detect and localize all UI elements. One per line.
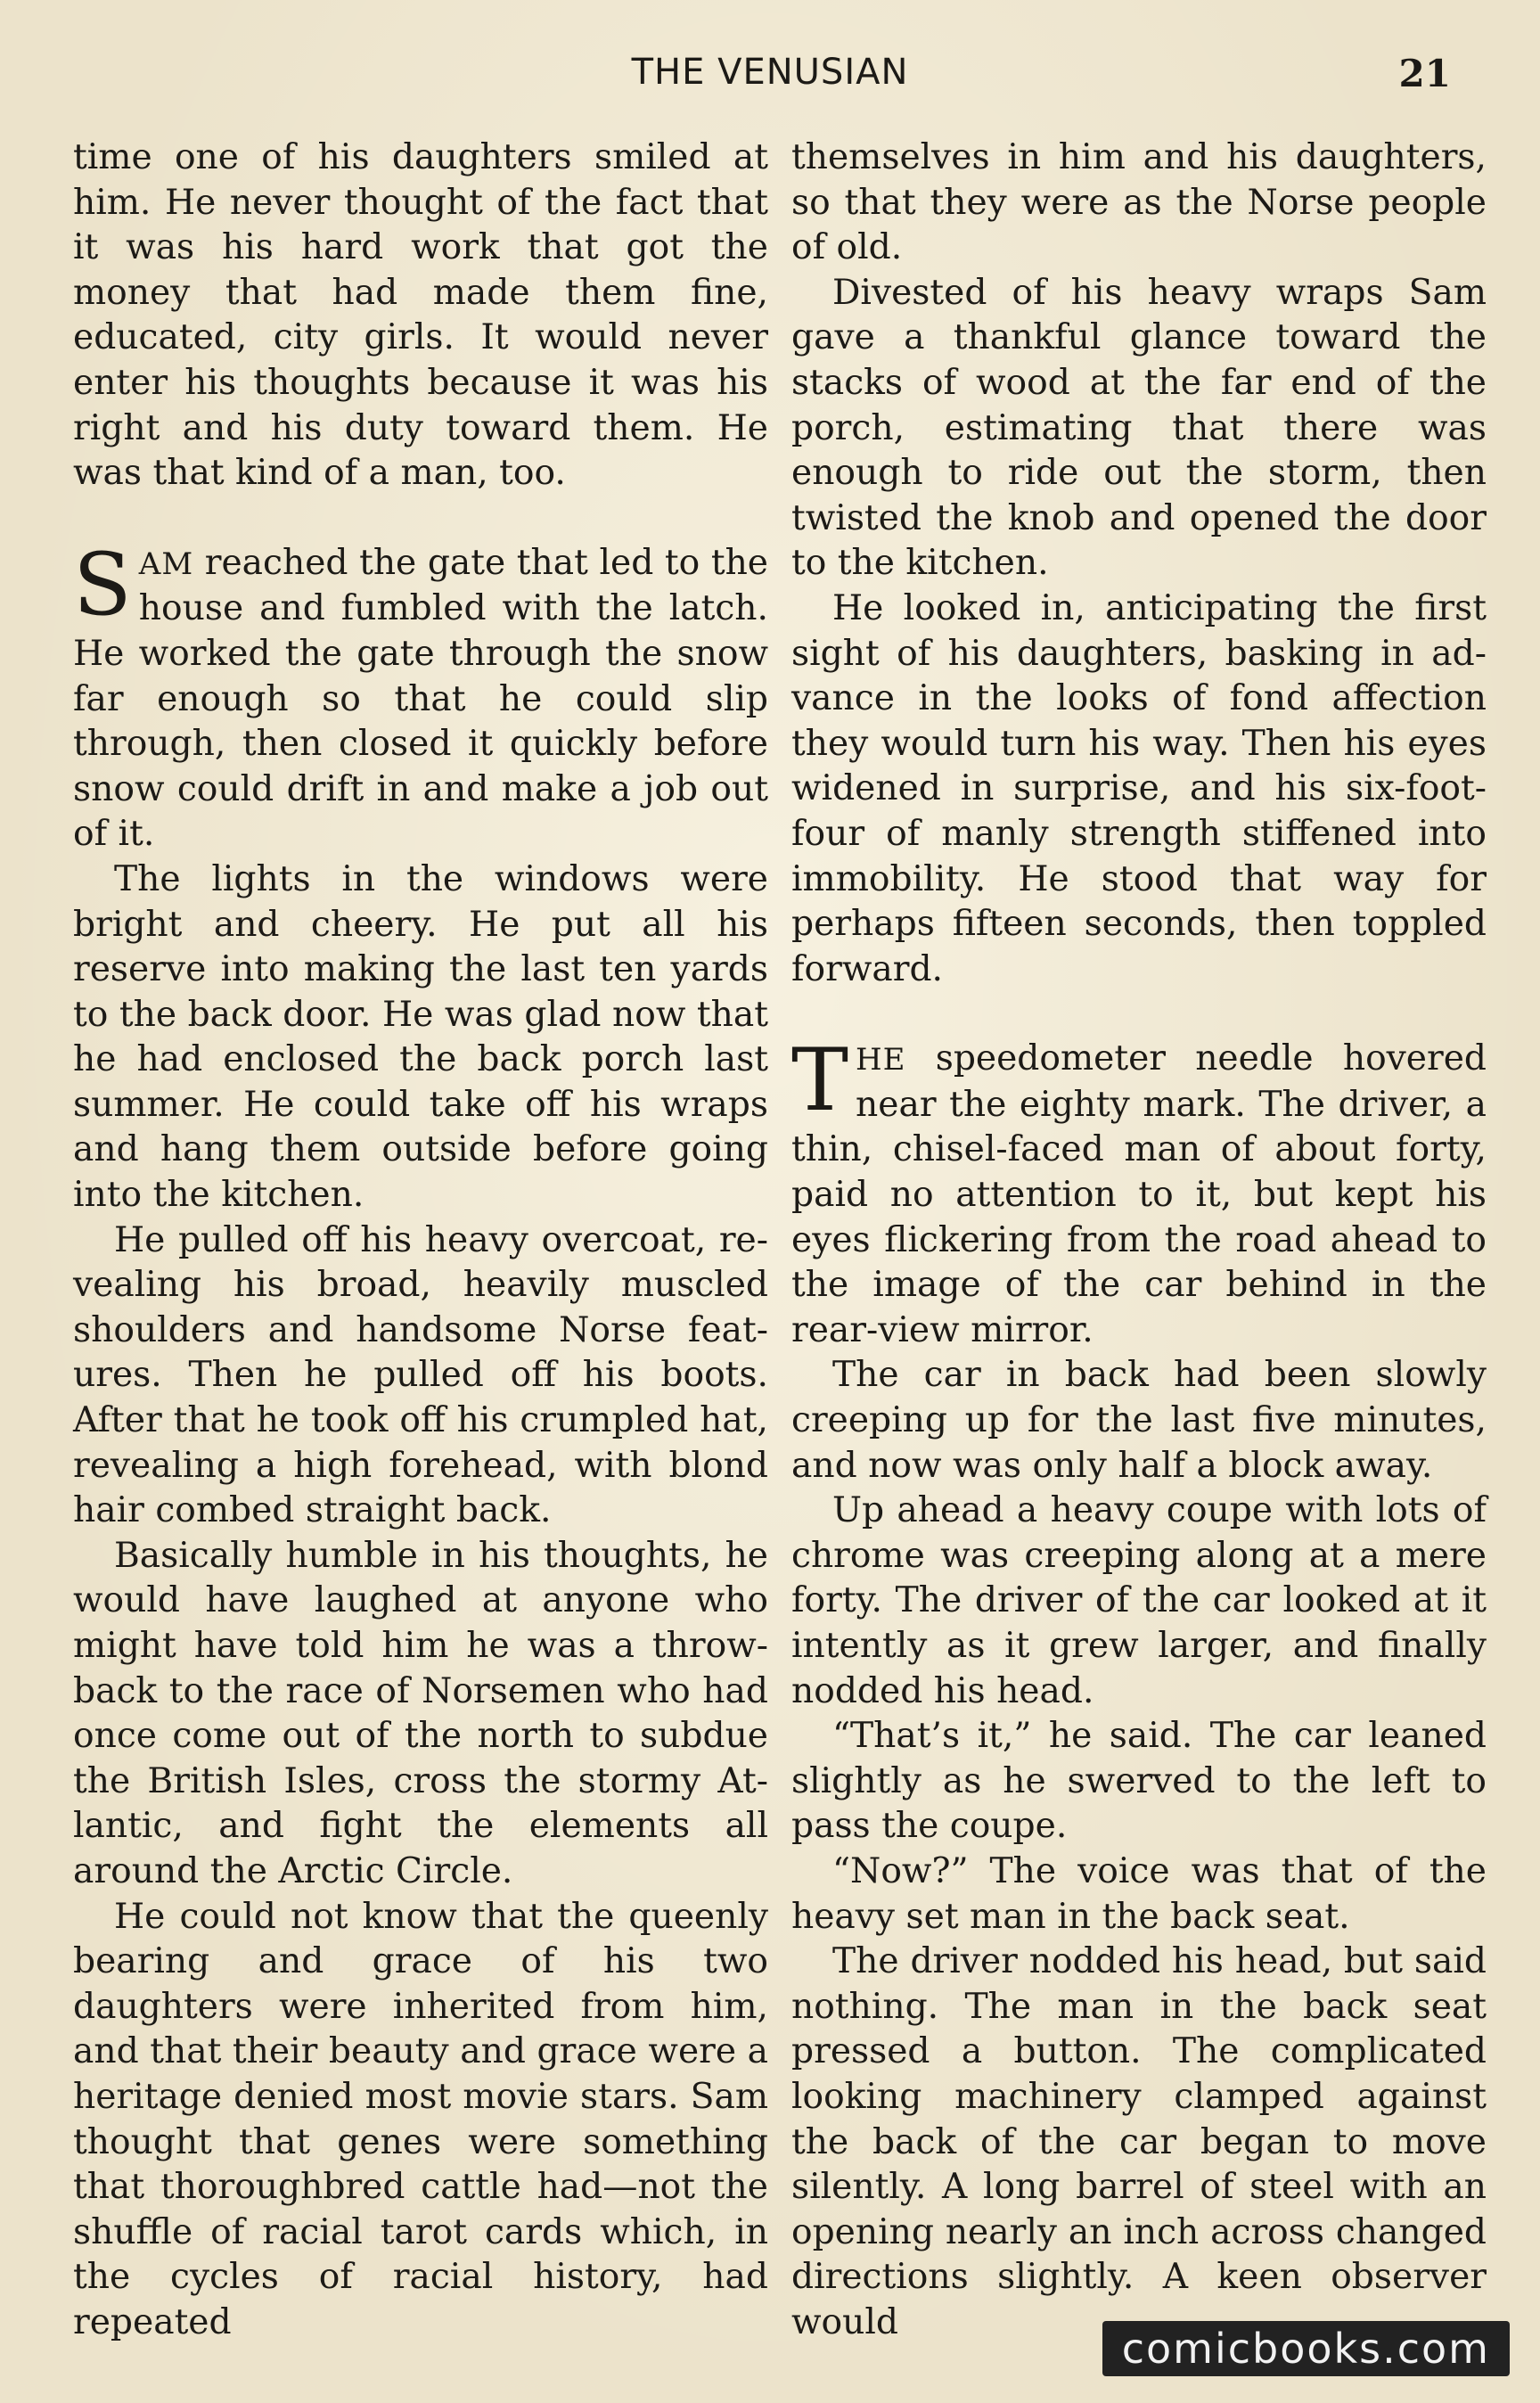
paragraph: The lights in the windows were bright and cheery. He put all his reserve into making the last ten yards to the back door. He was glad now that he had enclosed the back porch last summer. He could take off his wraps and hang them outside before going into the kitchen. (73, 858, 768, 1216)
right-column (791, 135, 1487, 2346)
drop-cap: T (791, 1030, 849, 1131)
page-header (0, 52, 1540, 105)
paragraph: He looked in, anticipating the first sight of his daughters, basking in advance in the looks of fond affection they would turn his way. Then his eyes widened in surprise, and his six-foot-four of manly strength stiffened into immobility. He stood that way for perhaps fifteen seconds, then toppled forward. (791, 587, 1487, 989)
section-opening-paragraph (791, 1030, 1487, 1353)
paragraph-text: reached the gate that led to the house and fumbled with the latch. He worked the gate through the snow far enough so that he could slip through, then closed it quickly before snow could drift in and make a job out of it. (73, 542, 768, 855)
paragraph: Basically humble in his thoughts, he would have laughed at anyone who might have told him he was a throwback to the race of Norsemen who had once come out of the north to subdue the British Isles, cross the stormy Atlantic, and fight the elements all around the Arctic Circle. (73, 1535, 768, 1891)
left-column (73, 135, 768, 2346)
section-opening-paragraph (73, 534, 768, 857)
paragraph: “Now?” The voice was that of the heavy set man in the back seat. (791, 1850, 1487, 1937)
paragraph: Divested of his heavy wraps Sam gave a thankful glance toward the stacks of wood at the far end of the porch, estimating that there was enough to ride out the storm, then twisted the knob and opened the door to the kitchen. (791, 272, 1487, 584)
page-number: 21 (1398, 52, 1451, 95)
paragraph: “That’s it,” he said. The car leaned slightly as he swerved to the left to pass the coupe. (791, 1716, 1487, 1847)
paragraph: time one of his daughters smiled at him. He never thought of the fact that it was his hard work that got the money that had made them fine, educated, city girls. It would never enter his thoughts because it was his right and his duty toward them. He was that kind of a man, too. (73, 137, 768, 494)
small-caps-lead: HE (856, 1042, 906, 1078)
paragraph: Up ahead a heavy coupe with lots of chrome was creeping along at a mere forty. The driver of the car looked at it intently as it grew larger, and finally nodded his head. (791, 1490, 1487, 1711)
paragraph: He pulled off his heavy overcoat, revealing his broad, heavily muscled shoulders and handsome Norse features. Then he pulled off his boots. After that he took off his crumpled hat, revealing a high forehead, with blond hair combed straight back. (73, 1219, 768, 1531)
paragraph: The driver nodded his head, but said nothing. The man in the back seat pressed a button. The complicated looking machinery clamped against the back of the car began to move silently. A long barrel of steel with an opening nearly an inch across changed directions slightly. A keen observer would (791, 1941, 1487, 2342)
paragraph-text: speedometer needle hovered near the eighty mark. The driver, a thin, chisel-faced man of about forty, paid no attention to it, but kept his eyes flickering from the road ahead to the image of the car behind in the rear-view mirror. (791, 1038, 1487, 1350)
paragraph: The car in back had been slowly creeping up for the last five minutes, and now was only half a block away. (791, 1355, 1487, 1486)
paragraph: themselves in him and his daughters, so that they were as the Norse people of old. (791, 137, 1487, 268)
site-watermark: comicbooks.com (1102, 2321, 1510, 2376)
small-caps-lead: AM (138, 545, 194, 582)
paragraph: He could not know that the queenly bearing and grace of his two daughters were inherited from him, and that their beauty and grace were a heritage denied most movie stars. Sam thought that genes were something that thoroughbred cattle had—not the shuffle of racial tarot cards which, in the cycles of racial history, had repeated (73, 1896, 768, 2342)
running-head: THE VENUSIAN (631, 52, 909, 93)
drop-cap: S (73, 534, 132, 635)
